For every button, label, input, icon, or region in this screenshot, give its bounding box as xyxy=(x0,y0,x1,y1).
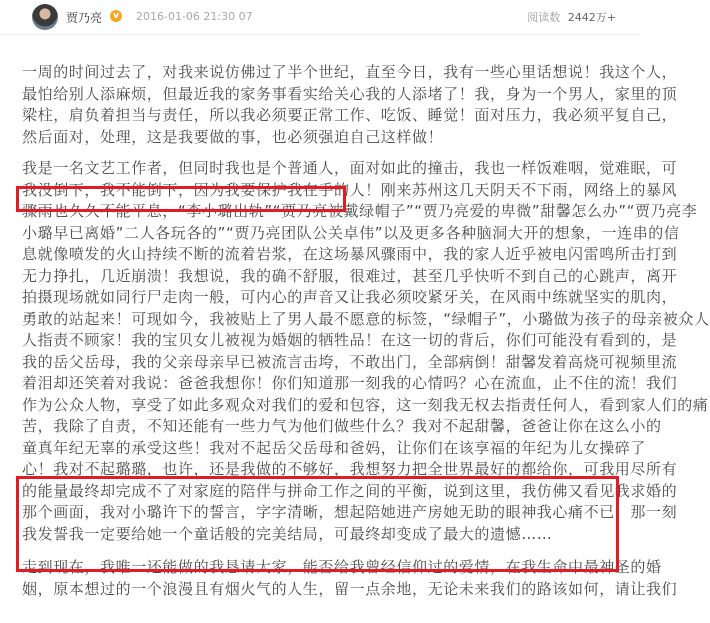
text-line: 我发誓我一定要给她一个童话般的完美结局，可最终却变成了最大的遗憾…… xyxy=(22,524,553,543)
text-line: 我的岳父岳母，我的父亲母亲早已被流言击垮，不敢出门，全部病倒！甜馨发着高烧可视频里流 xyxy=(22,352,678,371)
text-line: 那个画面，我对小璐许下的誓言，字字清晰，想起陪她进产房她无助的眼神我心痛不已，那一刻 xyxy=(22,503,678,521)
text-line: 小璐早已离婚”二人各玩各的”“贾乃亮团队公关卓伟”以及更多各种脑洞大开的想象，一连串的信 xyxy=(22,223,680,242)
post-timestamp: 2016-01-06 21:30 07 xyxy=(136,10,253,23)
views-counter xyxy=(527,9,616,25)
text-line: 人指责不顾家！我的宝贝女儿被视为婚姻的牺牲品！在这一切的背后，你们可能没有看到的，是 xyxy=(22,331,678,349)
text-line: 梁柱，肩负着担当与责任，所以我必须要正常工作、吃饭、睡觉！面对压力，我必须平复自己， xyxy=(22,106,678,124)
post-header xyxy=(0,0,640,35)
text-line: 无力挣扎，几近崩溃！我想说，我的确不舒服，很难过，甚至几乎快听不到自己的心跳声，离开 xyxy=(22,266,678,285)
text-line: 息就像喷发的火山持续不断的流着岩浆，在这场暴风骤雨中，我的家人近乎被电闪雷鸣所击打到 xyxy=(22,245,678,263)
paragraph-1 xyxy=(22,62,678,148)
text-line: 姻，原本想过的一个浪漫且有烟火气的人生，留一点余地，无论未来我们的路该如何，请让我们 xyxy=(22,579,678,598)
text-line: 的能量最终却完成不了对家庭的陪伴与拼命工作之间的平衡，说到这里，我仿佛又看见我求婚的 xyxy=(22,481,678,500)
text-line: 勇敢的站起来！可现如今，我被贴上了男人最不愿意的标签，“绿帽子”，小璐做为孩子的母亲被众人 xyxy=(22,309,710,328)
username[interactable]: 贾乃亮 xyxy=(66,11,103,25)
avatar[interactable] xyxy=(32,4,58,30)
highlight-box-protect xyxy=(16,186,346,212)
text-line: 然后面对，处理，这是我要做的事，也必须强迫自己这样做！ xyxy=(22,127,444,146)
text-line: 童真年纪无辜的承受这些！我对不起岳父岳母和爸妈，让你们在该享福的年纪为儿女操碎了 xyxy=(22,438,647,457)
views-count: 2442万+ xyxy=(567,11,616,24)
text-line: 我是一名文艺工作者，但同时我也是个普通人，面对如此的撞击，我也一样饭难咽，觉难眠，可 xyxy=(22,159,678,177)
text-line: 拍摄现场就如同行尸走肉一般，可内心的声音又让我必须咬紧牙关，在风雨中练就坚实的肌肉， xyxy=(22,288,678,306)
verified-icon: v xyxy=(110,10,122,22)
text-line: 走到现在，我唯一还能做的我恳请大家，能否给我曾经信仰过的爱情，在我生命中最神圣的婚 xyxy=(22,558,662,576)
text-line: 苦，我除了自责，不知还能有一些力气为他们做些什么？我对不起甜馨，爸爸让你在这么小的 xyxy=(22,417,662,435)
text-line: 骤雨也久久不能平息，“李小璐出轨”“贾乃亮被戴绿帽子”“贾乃亮爱的卑微”甜馨怎么办”“贾乃亮李 xyxy=(22,202,698,220)
text-line: 最怕给别人添麻烦，但最近我的家务事看实给关心我的人添堵了！我，身为一个男人，家里的顶 xyxy=(22,84,678,103)
text-line: 我没倒下，我不能倒下，因为我要保护我在乎的人！刚来苏州这几天阴天不下雨，网络上的暴风 xyxy=(22,180,678,199)
text-line: 一周的时间过去了，对我来说仿佛过了半个世纪，直至今日，我有一些心里话想说！我这个人， xyxy=(22,63,678,81)
text-line: 着泪却还笑着对我说：爸爸我想你！你们知道那一刻我的心情吗？心在流血，止不住的流！我们 xyxy=(22,374,678,392)
views-label: 阅读数 xyxy=(527,11,561,24)
highlight-box-apology xyxy=(16,476,619,572)
text-line: 心！我对不起璐璐，也许，还是我做的不够好，我想努力把全世界最好的都给你，可我用尽所有 xyxy=(22,460,678,478)
text-line: 作为公众人物，享受了如此多观众对我们的爱和包容，这一刻我无权去指责任何人，看到家人们的痛 xyxy=(22,395,709,414)
